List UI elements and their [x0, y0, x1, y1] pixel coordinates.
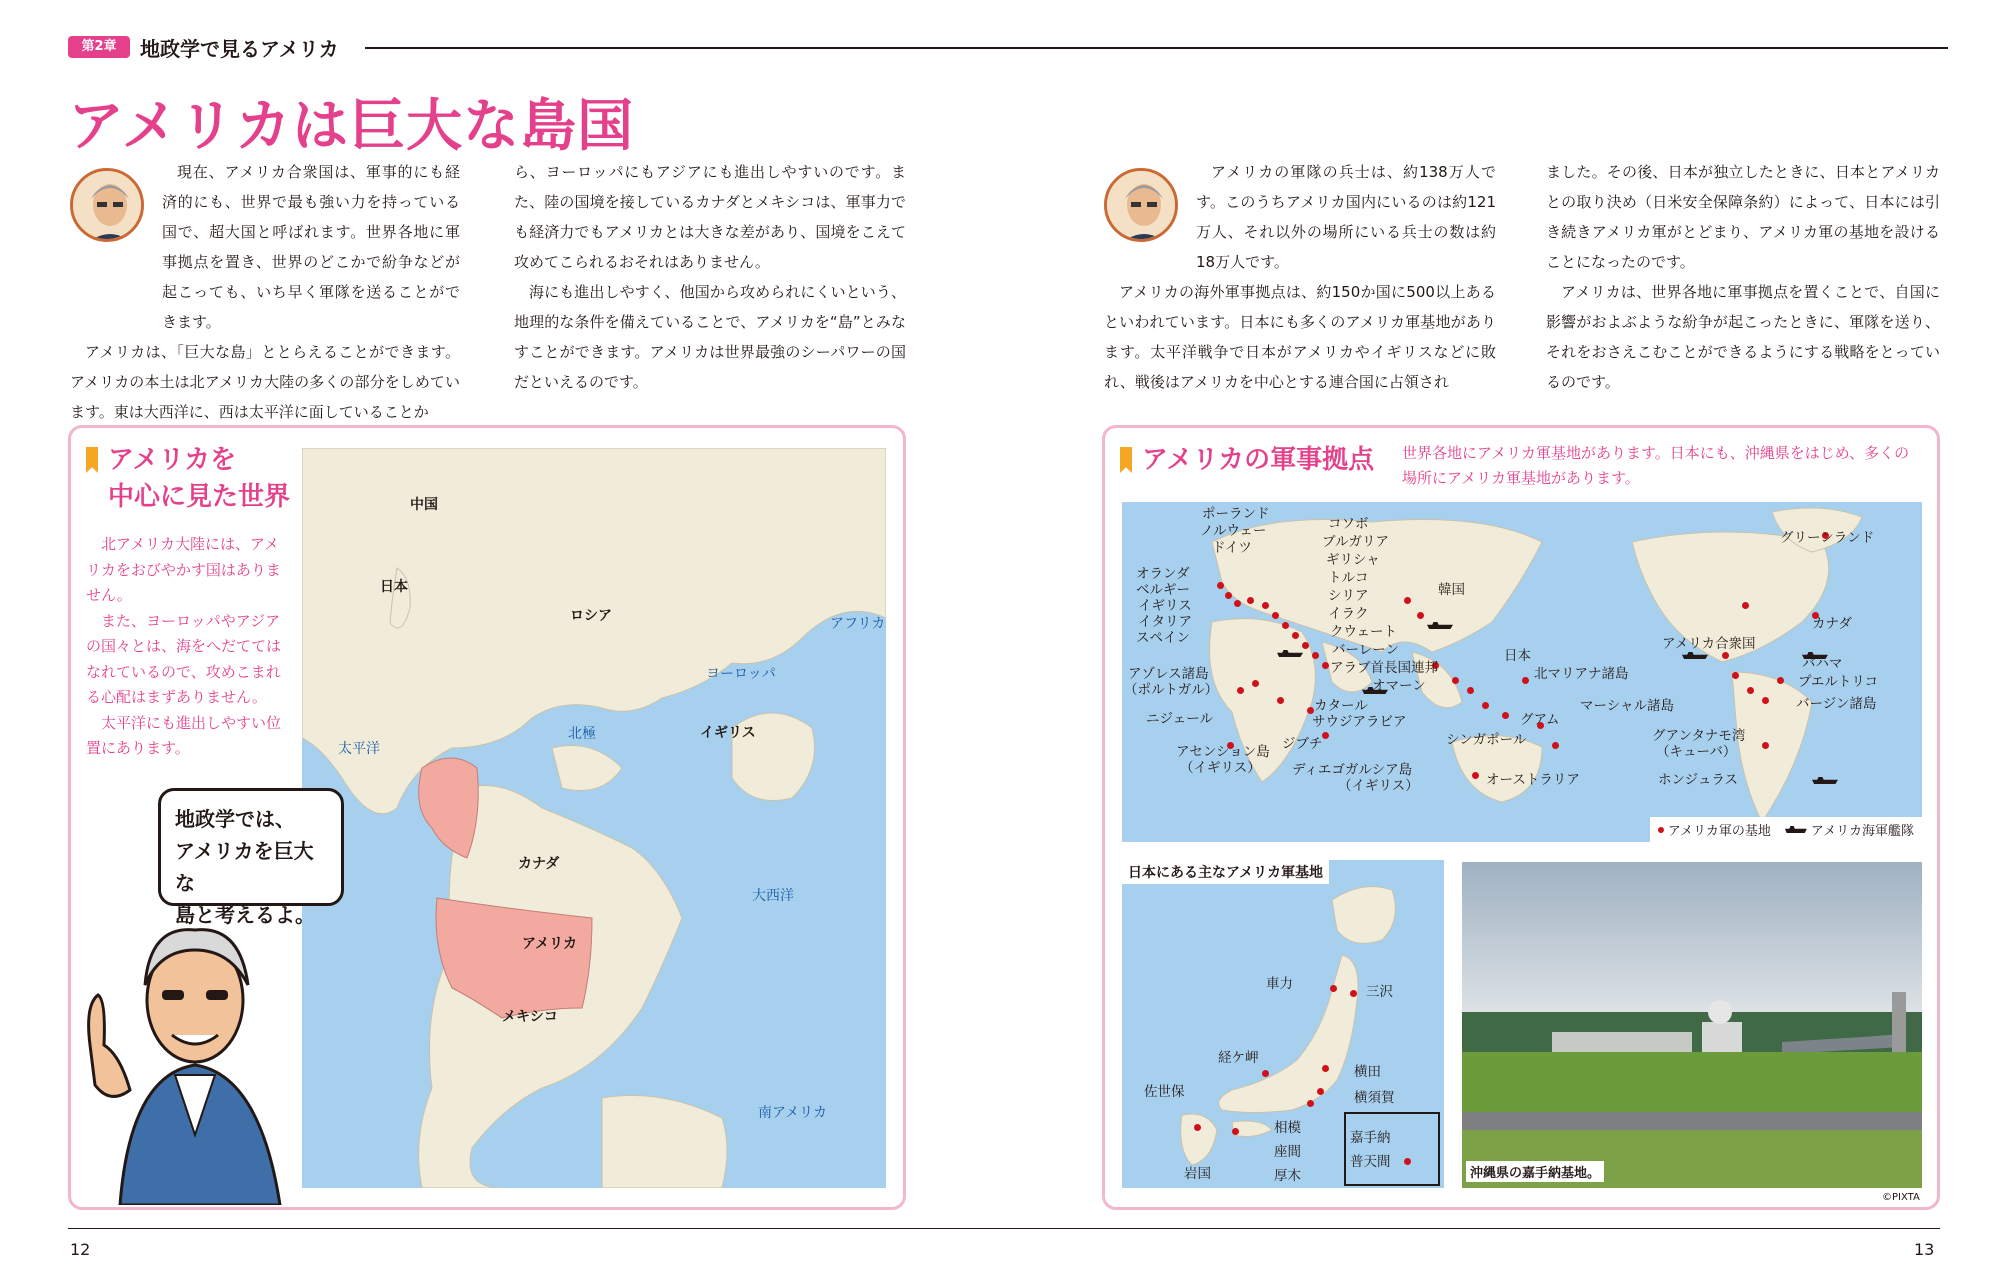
map-label: オランダ: [1136, 566, 1190, 582]
map-label: バーレーン: [1332, 642, 1399, 658]
map-label: （キューバ）: [1656, 744, 1737, 760]
map-label: ノルウェー: [1200, 523, 1267, 539]
map-label: ブルガリア: [1322, 534, 1389, 550]
map-label: 日本: [1504, 648, 1531, 664]
map-label-europe: ヨーロッパ: [706, 666, 776, 682]
base-marker: [1292, 632, 1299, 639]
base-marker: [1417, 612, 1424, 619]
box-paragraph: また、ヨーロッパやアジアの国々とは、海をへだててはなれているので、攻めこまれる心配はまずありません。: [86, 611, 282, 706]
paragraph: アメリカの海外軍事拠点は、約150か国に500以上あるといわれています。日本にも多くのアメリカ軍基地があります。太平洋戦争で日本がアメリカやイギリスなどに敗れ、戦後はアメリカを中心とする連合国に占領され: [1104, 283, 1496, 391]
base-marker: [1472, 772, 1479, 779]
base-marker: [1232, 1128, 1239, 1135]
map-label: クウェート: [1330, 624, 1397, 640]
japan-label: 車力: [1266, 976, 1293, 992]
box-paragraph: 北アメリカ大陸には、アメリカをおびやかす国はありません。: [86, 535, 281, 604]
base-marker: [1252, 680, 1259, 687]
right-text-col2: [1546, 157, 1940, 397]
base-marker: [1217, 582, 1224, 589]
left-text-col1: [70, 157, 460, 427]
map-label: （イギリス）: [1338, 778, 1419, 794]
japan-bases-map: [1122, 860, 1444, 1188]
map-label: シリア: [1328, 588, 1369, 604]
world-bases-map: [1122, 502, 1922, 842]
paragraph: アメリカの軍隊の兵士は、約138万人です。このうちアメリカ国内にいるのは約121万人、それ以外の場所にいる兵士の数は約18万人です。: [1196, 163, 1496, 271]
japan-label: 普天間: [1350, 1154, 1391, 1170]
japan-label: 嘉手納: [1350, 1130, 1391, 1146]
paragraph: 現在、アメリカ合衆国は、軍事的にも経済的にも、世界で最も強い力を持っている国で、超大国と呼ばれます。世界各地に軍事拠点を置き、世界のどこかで紛争などが起こっても、いち早く軍隊を送ることができます。: [162, 163, 460, 331]
base-marker: [1322, 662, 1329, 669]
base-marker: [1350, 990, 1357, 997]
map-label: ニジェール: [1146, 711, 1213, 727]
map-label: ジブチ: [1282, 736, 1323, 752]
base-marker: [1482, 702, 1489, 709]
map-label: グアム: [1520, 712, 1560, 728]
base-marker: [1522, 677, 1529, 684]
japan-map-title: 日本にある主なアメリカ軍基地: [1122, 860, 1329, 884]
map-label: アラブ首長国連邦: [1330, 660, 1438, 676]
map-label: カタール: [1314, 698, 1368, 714]
kadena-base-photo: [1462, 862, 1922, 1188]
map-label: オマーン: [1372, 678, 1426, 694]
map-label: イラク: [1328, 606, 1369, 622]
speech-bubble: [158, 788, 344, 927]
base-marker: [1467, 687, 1474, 694]
base-marker: [1322, 1065, 1329, 1072]
map-label-japan: 日本: [380, 579, 408, 595]
base-marker: [1234, 600, 1241, 607]
base-marker: [1302, 642, 1309, 649]
footer-rule: [68, 1228, 1940, 1229]
map-label: シンガポール: [1446, 732, 1527, 748]
chapter-badge: 第2章: [68, 36, 130, 58]
japan-label: 佐世保: [1144, 1084, 1185, 1100]
okinawa-inset: [1344, 1112, 1440, 1186]
base-marker: [1194, 1124, 1201, 1131]
japan-label: 岩国: [1184, 1166, 1211, 1182]
map-label: （ポルトガル）: [1124, 682, 1219, 698]
bubble-line: 島と考えるよ。: [175, 903, 315, 927]
base-marker: [1262, 1070, 1269, 1077]
map-label-usa: アメリカ: [522, 936, 578, 952]
chapter-title: 地政学で見るアメリカ: [140, 37, 339, 61]
polar-world-map: [302, 448, 886, 1188]
base-marker: [1272, 612, 1279, 619]
map-label-pacific: 太平洋: [338, 741, 380, 757]
map-label-canada: カナダ: [518, 856, 560, 872]
map-label: バージン諸島: [1796, 696, 1877, 712]
map-label: イタリア: [1138, 614, 1192, 630]
map-label: ディエゴガルシア島: [1292, 762, 1413, 778]
map-label-uk: イギリス: [700, 725, 756, 741]
paragraph: ました。その後、日本が独立したときに、日本とアメリカとの取り決め（日米安全保障条約）によって、日本には引き続きアメリカ軍がとどまり、アメリカ軍の基地を設けることになったのです。: [1546, 163, 1940, 271]
page-title: アメリカは巨大な島国: [68, 94, 635, 159]
box-intro: 世界各地にアメリカ軍基地があります。日本にも、沖縄県をはじめ、多くの場所にアメリカ軍基地があります。: [1402, 444, 1910, 487]
japan-label: 横田: [1354, 1064, 1381, 1080]
map-label: トルコ: [1328, 570, 1369, 586]
box-title: アメリカを: [108, 445, 237, 475]
map-label-atlantic: 大西洋: [752, 888, 794, 904]
box-title: 中心に見た世界: [108, 482, 291, 512]
map-label: オーストラリア: [1486, 772, 1580, 788]
base-marker: [1762, 742, 1769, 749]
base-marker: [1282, 622, 1289, 629]
photo-credit: ©PIXTA: [1882, 1192, 1920, 1203]
map-label: ポーランド: [1202, 506, 1270, 522]
base-marker: [1722, 652, 1729, 659]
base-marker: [1502, 712, 1509, 719]
base-marker: [1747, 687, 1754, 694]
base-marker: [1262, 602, 1269, 609]
map-label: グアンタナモ湾: [1652, 728, 1746, 744]
paragraph: 海にも進出しやすく、他国から攻められにくいという、地理的な条件を備えていることで、アメリカを“島”とみなすことができます。アメリカは世界最強のシーパワーの国だといえるのです。: [514, 283, 906, 391]
legend-ship-label: アメリカ海軍艦隊: [1810, 824, 1914, 839]
map-label: コソボ: [1328, 516, 1369, 532]
base-marker: [1404, 1158, 1411, 1165]
japan-label: 経ケ岬: [1218, 1050, 1259, 1066]
map-label-north-pole: 北極: [568, 726, 596, 742]
map-label-south-america: 南アメリカ: [758, 1105, 828, 1121]
map-label-mexico: メキシコ: [502, 1009, 558, 1025]
base-marker: [1404, 597, 1411, 604]
map-label: グリーンランド: [1780, 530, 1875, 546]
map-label: マーシャル諸島: [1580, 698, 1674, 714]
paragraph: ら、ヨーロッパにもアジアにも進出しやすいのです。また、陸の国境を接しているカナダとメキシコは、軍事力でも経済力でもアメリカとは大きな差があり、国境をこえて攻めてこられるおそれはありません。: [514, 163, 906, 271]
japan-label: 厚木: [1274, 1168, 1301, 1184]
base-marker: [1312, 652, 1319, 659]
japan-label: 三沢: [1366, 984, 1393, 1000]
japan-label: 座間: [1274, 1144, 1301, 1160]
map-label: ギリシャ: [1326, 552, 1380, 568]
header-rule: [365, 47, 1948, 49]
bubble-line: 地政学では、: [175, 807, 295, 831]
polar-map-graphic: [302, 448, 886, 1188]
map-label: ドイツ: [1212, 540, 1252, 556]
left-text-col2: [514, 157, 906, 397]
bubble-line: アメリカを巨大な: [175, 839, 314, 895]
right-text-col1: [1104, 157, 1496, 397]
map-label: サウジアラビア: [1312, 714, 1407, 730]
map-legend: [1650, 817, 1922, 842]
base-marker: [1742, 602, 1749, 609]
map-label: カナダ: [1812, 616, 1852, 632]
base-marker: [1322, 732, 1329, 739]
map-label: アゾレス諸島: [1128, 666, 1209, 682]
base-marker: [1552, 742, 1559, 749]
box-paragraph: 太平洋にも進出しやすい位置にあります。: [86, 713, 282, 757]
base-dot-icon: [1658, 827, 1664, 833]
photo-graphic: [1462, 862, 1922, 1188]
box-title: アメリカの軍事拠点: [1142, 445, 1375, 475]
legend-ship: [1785, 820, 1914, 839]
map-label-china: 中国: [410, 497, 438, 513]
japan-label: 横須賀: [1354, 1090, 1395, 1106]
map-label: ベルギー: [1136, 582, 1190, 598]
base-marker: [1247, 597, 1254, 604]
base-marker: [1732, 672, 1739, 679]
map-label: （イギリス）: [1180, 760, 1261, 776]
base-marker: [1237, 687, 1244, 694]
character-illustration: [80, 905, 310, 1205]
map-label: イギリス: [1138, 598, 1192, 614]
paragraph: アメリカは、「巨大な島」ととらえることができます。アメリカの本土は北アメリカ大陸の多くの部分をしめています。東は大西洋に、西は太平洋に面していることか: [70, 343, 460, 421]
base-marker: [1452, 677, 1459, 684]
base-marker: [1277, 697, 1284, 704]
page-number-right: 13: [1914, 1240, 1935, 1259]
map-label: 北マリアナ諸島: [1534, 666, 1629, 682]
map-label: ホンジュラス: [1658, 772, 1738, 788]
ship-icon: [1785, 826, 1807, 833]
legend-base: [1658, 820, 1771, 839]
base-marker: [1225, 592, 1232, 599]
map-label: プエルトリコ: [1798, 674, 1879, 690]
legend-base-label: アメリカ軍の基地: [1667, 824, 1771, 839]
paragraph: アメリカは、世界各地に軍事拠点を置くことで、自国に影響がおよぶような紛争が起こったときに、軍隊を送り、それをおさえこむことができるようにする戦略をとっているのです。: [1546, 283, 1940, 391]
map-label-russia: ロシア: [570, 608, 612, 624]
base-marker: [1330, 985, 1337, 992]
map-label-africa: アフリカ: [830, 616, 886, 632]
map-label: アセンション島: [1176, 744, 1270, 760]
map-label: 韓国: [1438, 582, 1465, 598]
base-marker: [1777, 677, 1784, 684]
photo-caption: 沖縄県の嘉手納基地。: [1466, 1161, 1604, 1182]
map-label: アメリカ合衆国: [1662, 636, 1756, 652]
japan-label: 相模: [1274, 1120, 1301, 1136]
base-marker: [1307, 1100, 1314, 1107]
map-label: バハマ: [1802, 656, 1843, 672]
box-text: [86, 532, 286, 762]
base-marker: [1317, 1088, 1324, 1095]
map-label: スペイン: [1136, 630, 1190, 646]
page-number-left: 12: [70, 1240, 91, 1259]
base-marker: [1762, 697, 1769, 704]
